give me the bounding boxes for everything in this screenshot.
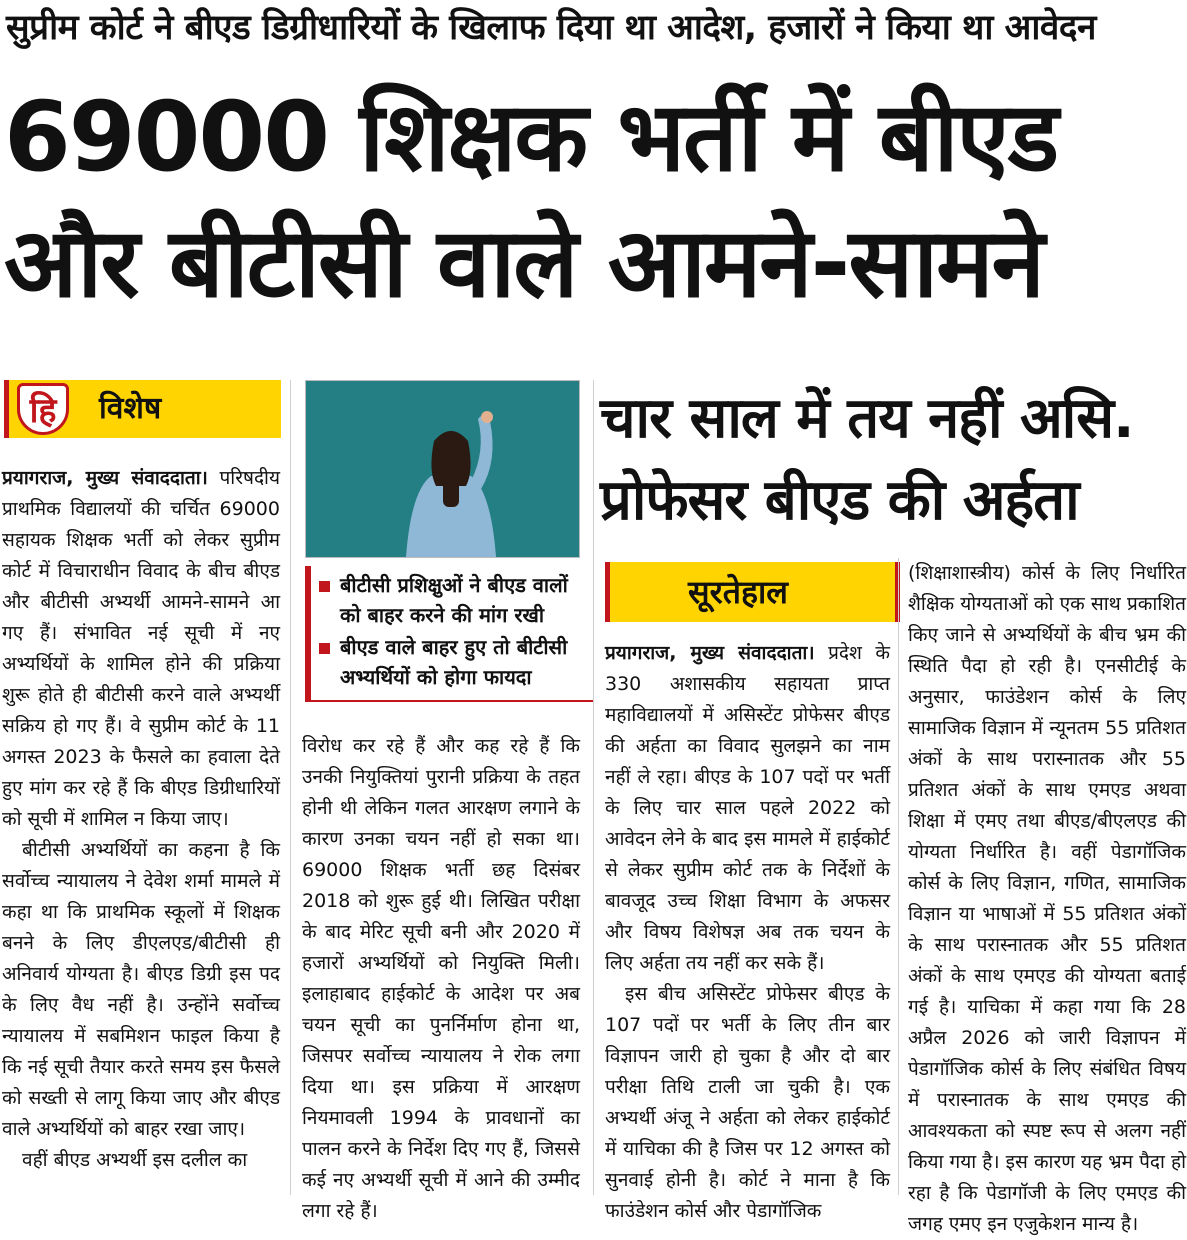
vishesh-label: विशेष <box>99 391 162 426</box>
teacher-photo <box>305 380 580 558</box>
vishesh-badge <box>4 380 281 438</box>
story1-paragraph-1: परिषदीय प्राथमिक विद्यालयों की चर्चित 69000 सहायक शिक्षक भर्ती को लेकर सुप्रीम कोर्ट में विचाराधीन विवाद के बीच बीएड और बीटीसी अभ्यर्थी आमने-सामने आ गए हैं। संभावित नई सूची में नए अभ्यर्थियों के शामिल होने की प्रक्रिया शुरू होते ही बीटीसी करने वाले अभ्यर्थी सक्रिय हो गए हैं। वे सुप्रीम कोर्ट के 11 अगस्त 2023 के फैसले का हवाला देते हुए मांग कर रहे हैं कि बीएड डिग्रीधारियों को सूची में शामिल न किया जाए। <box>2 467 280 830</box>
highlight-bullets <box>305 566 594 702</box>
story2-dateline: प्रयागराज, मुख्य संवाददाता। <box>605 642 815 664</box>
suratehal-label: सूरतेहाल <box>688 573 788 611</box>
main-headline-line2: और बीटीसी वाले आमने-सामने <box>4 207 1043 319</box>
story1-column-1 <box>2 463 280 1176</box>
story1-dateline: प्रयागराज, मुख्य संवाददाता। <box>2 467 208 489</box>
story1-paragraph-3-continued: विरोध कर रहे हैं और कह रहे हैं कि उनकी नियुक्तियां पुरानी प्रक्रिया के तहत होनी थी लेकिन गलत आरक्षण लगाने के कारण उनका चयन नहीं हो सका था। 69000 शिक्षक भर्ती छह दिसंबर 2018 को शुरू हुई थी। लिखित परीक्षा के बाद मेरिट सूची बनी और 2020 में हजारों अभ्यर्थियों को नियुक्ति मिली। इलाहाबाद हाईकोर्ट के आदेश पर अब चयन सूची का पुनर्निर्माण होना था, जिसपर सर्वोच्च न्यायालय ने रोक लगा दिया था। इस प्रक्रिया में आरक्षण नियमावली 1994 के प्रावधानों का पालन करने के निर्देश दिए गए हैं, जिससे कई नए अभ्यर्थी सूची में आने की उम्मीद लगा रहे हैं। <box>302 735 580 1222</box>
story2-paragraph-1: प्रदेश के 330 अशासकीय सहायता प्राप्त महाविद्यालयों में असिस्टेंट प्रोफेसर बीएड की अर्हता का विवाद सुलझने का नाम नहीं ले रहा। बीएड के 107 पदों पर भर्ती के लिए चार साल पहले 2022 को आवेदन लेने के बाद इस मामले में हाईकोर्ट से लेकर सुप्रीम कोर्ट तक के निर्देशों के बावजूद उच्च शिक्षा विभाग के अफसर और विषय विशेषज्ञ अब तक चयन के लिए अर्हता तय नहीं कर सके हैं। <box>605 642 890 974</box>
bullet-text: बीएड वाले बाहर हुए तो बीटीसी अभ्यर्थियों को होगा फायदा <box>340 635 568 689</box>
suratehal-badge <box>605 562 900 622</box>
bullet-item <box>319 632 594 692</box>
story2-paragraph-2: इस बीच असिस्टेंट प्रोफेसर बीएड के 107 पदों पर भर्ती के लिए तीन बार विज्ञापन जारी हो चुका है और दो बार परीक्षा तिथि टाली जा चुकी है। एक अभ्यर्थी अंजू ने अर्हता को लेकर हाईकोर्ट में याचिका की है जिस पर 12 अगस्त को सुनवाई होनी है। कोर्ट ने माना है कि फाउंडेशन कोर्स और पेडागॉजिक <box>605 983 890 1222</box>
story2-headline <box>600 378 1185 542</box>
story2-column-1 <box>605 638 890 1227</box>
story1-column-2 <box>302 731 580 1227</box>
bullet-square-icon <box>319 581 330 592</box>
story1-paragraph-3-start: वहीं बीएड अभ्यर्थी इस दलील का <box>22 1149 248 1171</box>
column-divider <box>898 558 899 1195</box>
story2-paragraph-2-continued: (शिक्षाशास्त्रीय) कोर्स के लिए निर्धारित शैक्षिक योग्यताओं को एक साथ प्रकाशित किए जाने से अभ्यर्थियों के बीच भ्रम की स्थिति पैदा हो रही है। एनसीटीई के अनुसार, फाउंडेशन कोर्स के लिए सामाजिक विज्ञान में न्यूनतम 55 प्रतिशत अंकों के साथ परास्नातक और 55 प्रतिशत अंकों के साथ एमएड अथवा शिक्षा में एमए तथा बीएड/बीएलएड की योग्यता निर्धारित है। वहीं पेडागॉजिक कोर्स के लिए विज्ञान, गणित, सामाजिक विज्ञान या भाषाओं में 55 प्रतिशत अंकों के साथ परास्नातक और 55 प्रतिशत अंकों के साथ एमएड की योग्यता बताई गई है। याचिका में कहा गया कि 28 अप्रैल 2026 को जारी विज्ञापन में पेडागॉजिक कोर्स के लिए संबंधित विषय में परास्नातक के साथ एमएड की आवश्यकता को स्पष्ट रूप से अलग नहीं किया गया है। इस कारण यह भ्रम पैदा हो रहा है कि पेडागॉजी के लिए एमएड की जगह एमए इन एजुकेशन मान्य है। <box>908 562 1186 1235</box>
story2-column-2 <box>908 558 1186 1240</box>
column-divider <box>290 380 291 1195</box>
bullet-item <box>319 570 594 630</box>
story2-headline-line2: प्रोफेसर बीएड की अर्हता <box>600 468 1079 533</box>
hindustan-logo-icon: हि <box>17 383 69 435</box>
column-divider <box>593 380 594 1195</box>
teacher-at-blackboard-illustration <box>306 381 579 557</box>
bullet-square-icon <box>319 643 330 654</box>
bullet-text: बीटीसी प्रशिक्षुओं ने बीएड वालों को बाहर करने की मांग रखी <box>340 573 568 627</box>
story2-headline-line1: चार साल में तय नहीं असि. <box>600 386 1134 451</box>
main-headline <box>4 74 1184 326</box>
story1-paragraph-2: बीटीसी अभ्यर्थियों का कहना है कि सर्वोच्च न्यायालय ने देवेश शर्मा मामले में कहा था कि प्राथमिक स्कूलों में शिक्षक बनने के लिए डीएलएड/बीटीसी ही अनिवार्य योग्यता है। बीएड डिग्री इस पद के लिए वैध नहीं है। उन्होंने सर्वोच्च न्यायालय में सबमिशन फाइल किया है कि नई सूची तैयार करते समय इस फैसले को सख्ती से लागू किया जाए और बीएड वाले अभ्यर्थियों को बाहर रखा जाए। <box>2 839 280 1140</box>
kicker-headline: सुप्रीम कोर्ट ने बीएड डिग्रीधारियों के खिलाफ दिया था आदेश, हजारों ने किया था आवेदन <box>6 8 1096 48</box>
main-headline-line1: 69000 शिक्षक भर्ती में बीएड <box>4 81 1057 193</box>
